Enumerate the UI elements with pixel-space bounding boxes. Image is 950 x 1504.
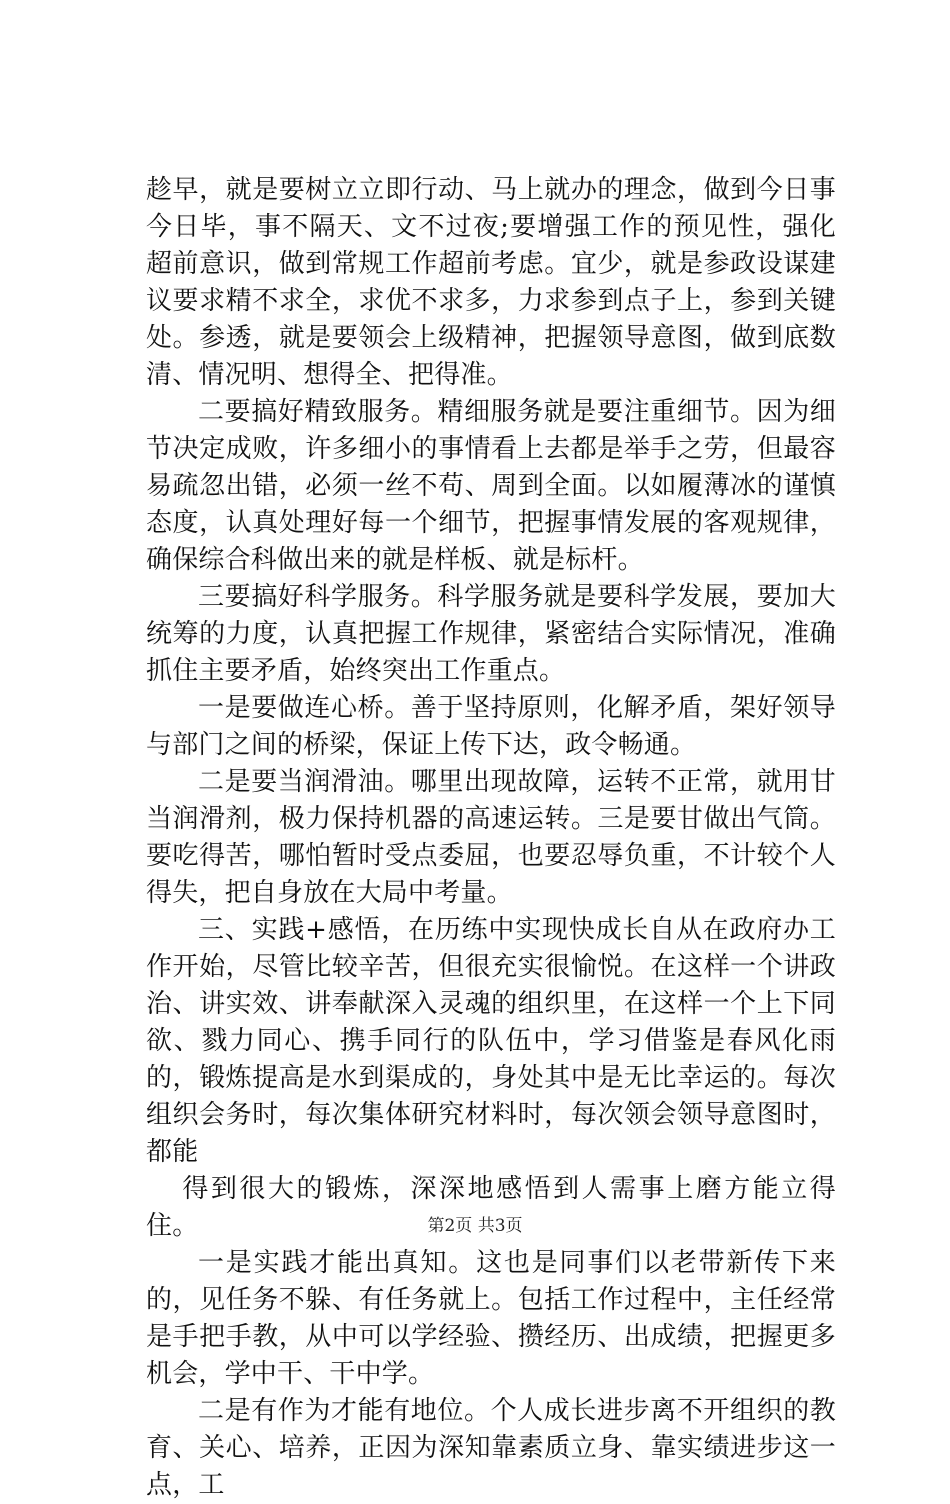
paragraph-2: 二要搞好精致服务。精细服务就是要注重细节。因为细节决定成败，许多细小的事情看上去都是举手之劳，但最容易疏忽出错，必须一丝不苟、周到全面。以如履薄冰的谨慎态度，认真处理好每一个细节，把握事情发展的客观规律，确保综合科做出来的就是样板、就是标杆。	[146, 397, 836, 575]
document-body	[146, 172, 836, 1504]
paragraph-5: 二是要当润滑油。哪里出现故障，运转不正常，就用甘当润滑剂，极力保持机器的高速运转。三是要甘做出气筒。要吃得苦，哪怕暂时受点委屈，也要忍辱负重，不计较个人得失，把自身放在大局中考量。	[146, 767, 836, 908]
paragraph-4: 一是要做连心桥。善于坚持原则，化解矛盾，架好领导与部门之间的桥梁，保证上传下达，政令畅通。	[146, 693, 836, 760]
paragraph-8: 一是实践才能出真知。这也是同事们以老带新传下来的，见任务不躲、有任务就上。包括工作过程中，主任经常是手把手教，从中可以学经验、攒经历、出成绩，把握更多机会，学中干、干中学。	[146, 1248, 836, 1389]
paragraph-7: 得到很大的锻炼，深深地感悟到人需事上磨方能立得住。	[146, 1174, 836, 1241]
paragraph-6: 三、实践+感悟，在历练中实现快成长自从在政府办工作开始，尽管比较辛苦，但很充实很愉悦。在这样一个讲政治、讲实效、讲奉献深入灵魂的组织里，在这样一个上下同欲、戮力同心、携手同行的队伍中，学习借鉴是春风化雨的，锻炼提高是水到渠成的，身处其中是无比幸运的。每次组织会务时，每次集体研究材料时，每次领会领导意图时，都能	[146, 915, 836, 1167]
page-number-footer: 第2页 共3页	[427, 1216, 523, 1236]
paragraph-3: 三要搞好科学服务。科学服务就是要科学发展，要加大统筹的力度，认真把握工作规律，紧密结合实际情况，准确抓住主要矛盾，始终突出工作重点。	[146, 582, 836, 686]
paragraph-1: 趁早，就是要树立立即行动、马上就办的理念，做到今日事今日毕，事不隔天、文不过夜;要增强工作的预见性，强化超前意识，做到常规工作超前考虑。宜少，就是参政设谋建议要求精不求全，求优不求多，力求参到点子上，参到关键处。参透，就是要领会上级精神，把握领导意图，做到底数清、情况明、想得全、把得准。	[146, 175, 836, 390]
paragraph-9: 二是有作为才能有地位。个人成长进步离不开组织的教育、关心、培养，正因为深知靠素质立身、靠实绩进步这一点，工	[146, 1396, 836, 1500]
